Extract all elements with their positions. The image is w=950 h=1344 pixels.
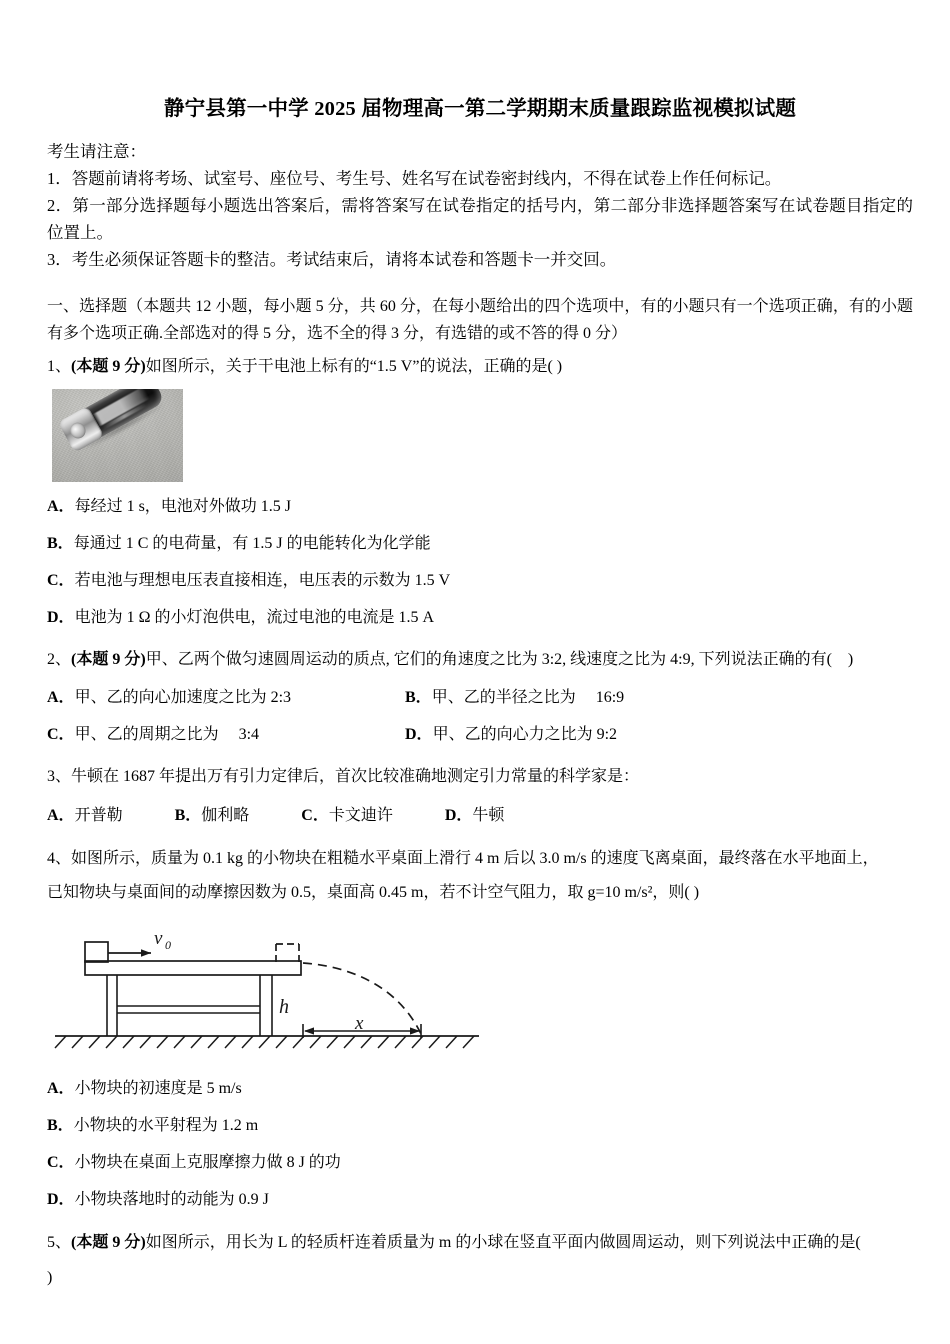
notice-item-3: 3．考生必须保证答题卡的整洁。考试结束后，请将本试卷和答题卡一并交回。 [47,249,617,269]
question-3-options [47,804,913,828]
velocity-arrow [108,950,151,958]
option-label: B． [174,806,202,824]
option-label: A． [47,689,75,707]
question-2-option-row-2 [47,723,913,747]
option-label: C． [47,1154,75,1172]
velocity-label: v [154,928,163,950]
option-text: 甲、乙的周期之比为 3:4 [74,726,260,744]
option-label: D． [47,608,75,626]
table-projectile-diagram [47,922,487,1065]
battery-negative-terminal [67,419,88,440]
option-text: 小物块的水平射程为 1.2 m [73,1117,259,1135]
question-4-stem-line-1 [47,842,913,876]
question-4-stem-line-2 [47,876,913,910]
option-label: C． [47,571,75,589]
block-on-table [85,942,108,962]
option-label: A． [47,806,75,824]
question-1-text: 如图所示，关于干电池上标有的“1.5 V”的说法，正确的是( ) [145,358,563,376]
question-5-tag: (本题 9 分) [71,1234,146,1252]
option-label: D． [444,806,473,824]
question-5-text-2: ) [47,1268,53,1286]
question-4-option-c [47,1151,913,1175]
option-label: B． [405,689,432,707]
option-text: 每经过 1 s，电池对外做功 1.5 J [74,497,292,515]
option-label: D． [405,726,433,744]
option-label: A． [47,497,75,515]
battery-figure [52,389,183,482]
block-leaving-dashed [276,944,299,962]
option-text: 甲、乙的向心力之比为 9:2 [432,726,618,744]
height-label: h [279,996,289,1019]
table-top [85,961,301,975]
option-text: 若电池与理想电压表直接相连，电压表的示数为 1.5 V [74,571,451,589]
option-text: 伽利略 [201,806,250,824]
page-title: 静宁县第一中学 2025 届物理高一第二学期期末质量跟踪监视模拟试题 [163,98,797,120]
question-1-option-b [47,532,913,556]
option-label: A． [47,1080,75,1098]
question-3-stem [47,763,913,791]
page-content [47,96,913,1295]
question-5-number: 5、 [47,1234,72,1252]
notice-heading: 考生请注意： [47,141,146,161]
option-label: B． [47,534,74,552]
question-3-option-c [301,804,393,828]
option-text: 每通过 1 C 的电荷量，有 1.5 J 的电能转化为化学能 [73,534,431,552]
question-2-tag: (本题 9 分) [71,650,146,668]
option-text: 小物块落地时的动能为 0.9 J [74,1191,269,1209]
range-label: x [355,1013,364,1035]
option-label: C． [47,726,75,744]
question-2-option-row-1 [47,686,913,710]
question-5-text-1: 如图所示，用长为 L 的轻质杆连着质量为 m 的小球在竖直平面内做圆周运动，则下列说法中正确的是( [145,1234,861,1252]
question-3-number: 3、 [47,768,72,786]
question-4-option-d [47,1188,913,1212]
question-4-text-1: 如图所示，质量为 0.1 kg 的小物块在粗糙水平桌面上滑行 4 m 后以 3.0 m/s 的速度飞离桌面，最终落在水平地面上， [71,849,879,867]
option-label: D． [47,1191,75,1209]
ground-hatching [55,1036,474,1048]
notice-item-1: 1．答题前请将考场、试室号、座位号、考生号、姓名写在试卷密封线内，不得在试卷上作任何标记。 [47,169,782,189]
question-2-option-c [47,726,259,743]
option-label: B． [47,1117,74,1135]
question-2-option-a [47,689,291,706]
question-1-option-c [47,569,913,593]
option-text: 电池为 1 Ω 的小灯泡供电，流过电池的电流是 1.5 A [74,608,435,626]
battery-photo-image [52,389,183,482]
question-1-stem [47,353,913,381]
question-4-option-a [47,1077,913,1101]
table-projectile-figure [47,922,487,1065]
notice-item-2: 2．第一部分选择题每小题选出答案后，需将答案写在试卷指定的括号内，第二部分非选择题答案写在试卷题目指定的位置上。 [47,196,913,242]
question-2-option-d [405,723,617,747]
question-2-text: 甲、乙两个做匀速圆周运动的质点, 它们的角速度之比为 3:2, 线速度之比为 4:9, 下列说法正确的有( ) [145,650,854,668]
question-1-option-d [47,606,913,630]
question-3-option-d [445,804,505,828]
question-3-option-b [175,804,250,828]
question-1-option-a [47,495,913,519]
section-heading: 一、选择题（本题共 12 小题，每小题 5 分，共 60 分，在每小题给出的四个选项中，有的小题只有一个选项正确，有的小题有多个选项正确.全部选对的得 5 分，选不全的得 3 分，有选错的或不答的得 0 分） [47,298,913,343]
question-2-stem [47,646,913,674]
option-label: C． [301,806,329,824]
question-1-tag: (本题 9 分) [71,358,146,376]
option-text: 牛顿 [472,806,505,824]
question-4-text-2: 已知物块与桌面间的动摩擦因数为 0.5，桌面高 0.45 m，若不计空气阻力，取 g=10 m/s²，则( ) [47,883,700,901]
question-3-text: 牛顿在 1687 年提出万有引力定律后，首次比较准确地测定引力常量的科学家是： [71,768,640,786]
question-2-option-b [405,686,624,710]
question-5-stem-line-1 [47,1226,913,1260]
question-4-option-b [47,1114,913,1138]
question-5-stem-line-2 [47,1261,913,1295]
option-text: 开普勒 [74,806,123,824]
question-3-option-a [47,804,123,828]
option-text: 小物块的初速度是 5 m/s [74,1080,242,1098]
option-text: 甲、乙的向心加速度之比为 2:3 [74,689,292,707]
option-text: 小物块在桌面上克服摩擦力做 8 J 的功 [74,1154,341,1172]
question-1-number: 1、 [47,358,72,376]
option-text: 卡文迪许 [328,806,393,824]
option-text: 甲、乙的半径之比为 16:9 [431,689,625,707]
velocity-label-subscript: 0 [165,938,171,953]
question-4-number: 4、 [47,849,72,867]
question-2-number: 2、 [47,650,72,668]
